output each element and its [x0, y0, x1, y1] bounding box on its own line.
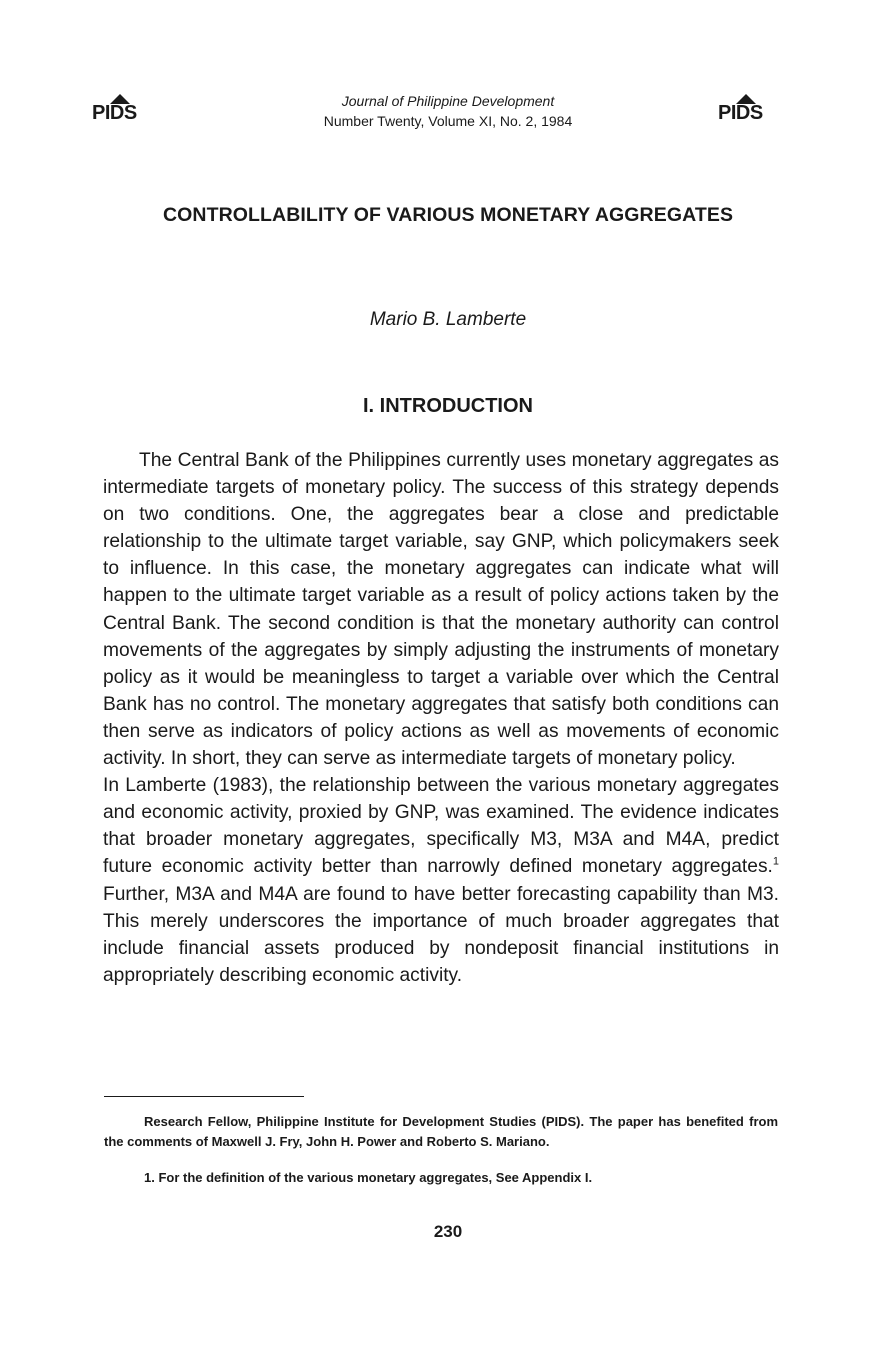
paragraph-2-rest: Further, M3A and M4A are found to have better forecasting capability than M3. This merely underscores the importance of much broader aggregates that include financial assets produced by nondeposit financial institutions in appropriately describing economic activity.	[103, 883, 779, 986]
footnotes	[104, 1112, 778, 1188]
author-footnote: Research Fellow, Philippine Institute for Development Studies (PIDS). The paper has benefited from the comments of Maxwell J. Fry, John H. Power and Roberto S. Mariano.	[104, 1114, 778, 1149]
article-title: CONTROLLABILITY OF VARIOUS MONETARY AGGREGATES	[162, 204, 734, 226]
article-author: Mario B. Lamberte	[369, 309, 527, 330]
journal-header	[220, 91, 676, 131]
footnote-marker[interactable]: 1	[772, 856, 779, 869]
logo-text: PIDS	[92, 102, 137, 124]
footnote-divider	[104, 1096, 304, 1097]
article-body	[103, 447, 779, 989]
logo-text: PIDS	[718, 102, 763, 124]
footnote-1: 1. For the definition of the various monetary aggregates, See Appendix I.	[144, 1170, 593, 1185]
paragraph-2-text: In Lamberte (1983), the relationship between the various monetary aggregates and economic activity, proxied by GNP, was examined. The evidence indicates that broader monetary aggregates, specifically M3, M3A and M4A, predict future economic activity better than narrowly defined monetary aggregates.	[103, 775, 779, 878]
paragraph-2	[103, 772, 779, 989]
page-number: 230	[433, 1222, 463, 1241]
journal-issue: Number Twenty, Volume XI, No. 2, 1984	[323, 113, 573, 129]
journal-name: Journal of Philippine Development	[341, 93, 555, 109]
pids-logo-right	[718, 94, 778, 128]
pids-logo-left	[92, 94, 152, 128]
section-heading: I. INTRODUCTION	[363, 395, 533, 417]
paragraph-1: The Central Bank of the Philippines currently uses monetary aggregates as intermediate targets of monetary policy. The success of this strategy depends on two conditions. One, the aggregates bear a close and predictable relationship to the ultimate target variable, say GNP, which policymakers seek to influence. In this case, the monetary aggregates can indicate what will happen to the ultimate target variable as a result of policy actions taken by the Central Bank. The second condition is that the monetary authority can control movements of the aggregates by simply adjusting the instruments of monetary policy as it would be meaningless to target a variable over which the Central Bank has no control. The monetary aggregates that satisfy both conditions can then serve as indicators of policy actions as well as movements of economic activity. In short, they can serve as intermediate targets of monetary policy.	[103, 450, 779, 770]
